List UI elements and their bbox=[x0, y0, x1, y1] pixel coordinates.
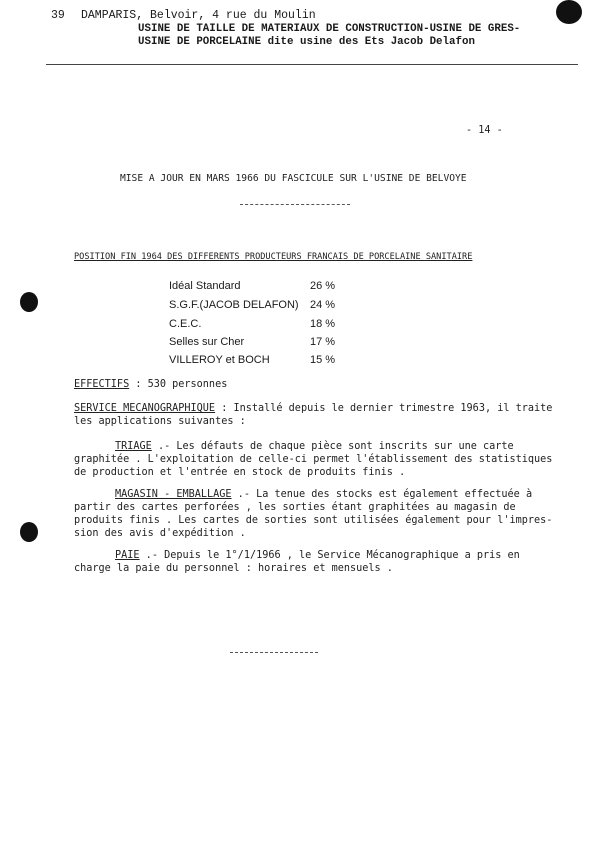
paie-line-1 bbox=[115, 549, 520, 562]
triage-line-1 bbox=[115, 440, 514, 453]
header-rule bbox=[46, 64, 578, 65]
producers-heading: POSITION FIN 1964 DES DIFFERENTS PRODUCTEURS FRANCAIS DE PORCELAINE SANITAIRE bbox=[74, 252, 473, 262]
magasin-line-4: sion des avis d'expédition . bbox=[74, 528, 246, 539]
magasin-text: .- La tenue des stocks est également effectuée à bbox=[231, 489, 533, 500]
producer-share: 24 % bbox=[310, 299, 336, 311]
binder-hole-top bbox=[556, 0, 582, 24]
service-label: SERVICE MECANOGRAPHIQUE bbox=[74, 403, 216, 414]
service-line-1 bbox=[74, 402, 552, 415]
producer-name: VILLEROY et BOCH bbox=[169, 354, 270, 366]
triage-text: .- Les défauts de chaque pièce sont inscrits sur une carte bbox=[151, 441, 514, 452]
producer-share: 26 % bbox=[310, 280, 336, 292]
effectifs-line bbox=[74, 378, 227, 391]
magasin-line-2: partir des cartes perforées , les sorties étant graphitées au magasin de bbox=[74, 502, 516, 513]
service-line-2: les applications suivantes : bbox=[74, 416, 246, 427]
producer-name: S.G.F.(JACOB DELAFON) bbox=[169, 299, 299, 311]
record-title-line-2: USINE DE TAILLE DE MATERIAUX DE CONSTRUCTION-USINE DE GRES- bbox=[138, 23, 521, 35]
triage-label: TRIAGE bbox=[115, 441, 152, 452]
paie-text: .- Depuis le 1°/1/1966 , le Service Mécanographique a pris en bbox=[139, 550, 520, 561]
page-title: MISE A JOUR EN MARS 1966 DU FASCICULE SUR L'USINE DE BELVOYE bbox=[120, 173, 467, 184]
service-text: : Installé depuis le dernier trimestre 1963, il traite bbox=[215, 403, 553, 414]
producer-share: 17 % bbox=[310, 336, 336, 348]
producer-name: C.E.C. bbox=[169, 318, 202, 330]
binder-hole-middle bbox=[20, 292, 38, 312]
record-place: DAMPARIS, Belvoir, 4 rue du Moulin bbox=[81, 9, 316, 22]
triage-line-2: graphitée . L'exploitation de celle-ci permet l'établissement des statistiques bbox=[74, 454, 553, 465]
effectifs-text: : 530 personnes bbox=[129, 379, 228, 390]
record-title-line-3: USINE DE PORCELAINE dite usine des Ets Jacob Delafon bbox=[138, 36, 475, 48]
binder-hole-bottom bbox=[20, 522, 38, 542]
record-number: 39 bbox=[51, 9, 65, 22]
magasin-line-3: produits finis . Les cartes de sorties sont utilisées également pour l'impres- bbox=[74, 515, 553, 526]
producer-name: Selles sur Cher bbox=[169, 336, 245, 348]
paie-label: PAIE bbox=[115, 550, 140, 561]
end-separator bbox=[230, 652, 318, 653]
magasin-label: MAGASIN - EMBALLAGE bbox=[115, 489, 232, 500]
producer-share: 18 % bbox=[310, 318, 336, 330]
effectifs-label: EFFECTIFS bbox=[74, 379, 130, 390]
producer-name: Idéal Standard bbox=[169, 280, 241, 292]
page-number: - 14 - bbox=[466, 125, 503, 136]
title-separator bbox=[240, 204, 350, 205]
producer-share: 15 % bbox=[310, 354, 336, 366]
magasin-line-1 bbox=[115, 488, 532, 501]
paie-line-2: charge la paie du personnel : horaires et mensuels . bbox=[74, 563, 393, 574]
triage-line-3: de production et l'entrée en stock de produits finis . bbox=[74, 467, 406, 478]
